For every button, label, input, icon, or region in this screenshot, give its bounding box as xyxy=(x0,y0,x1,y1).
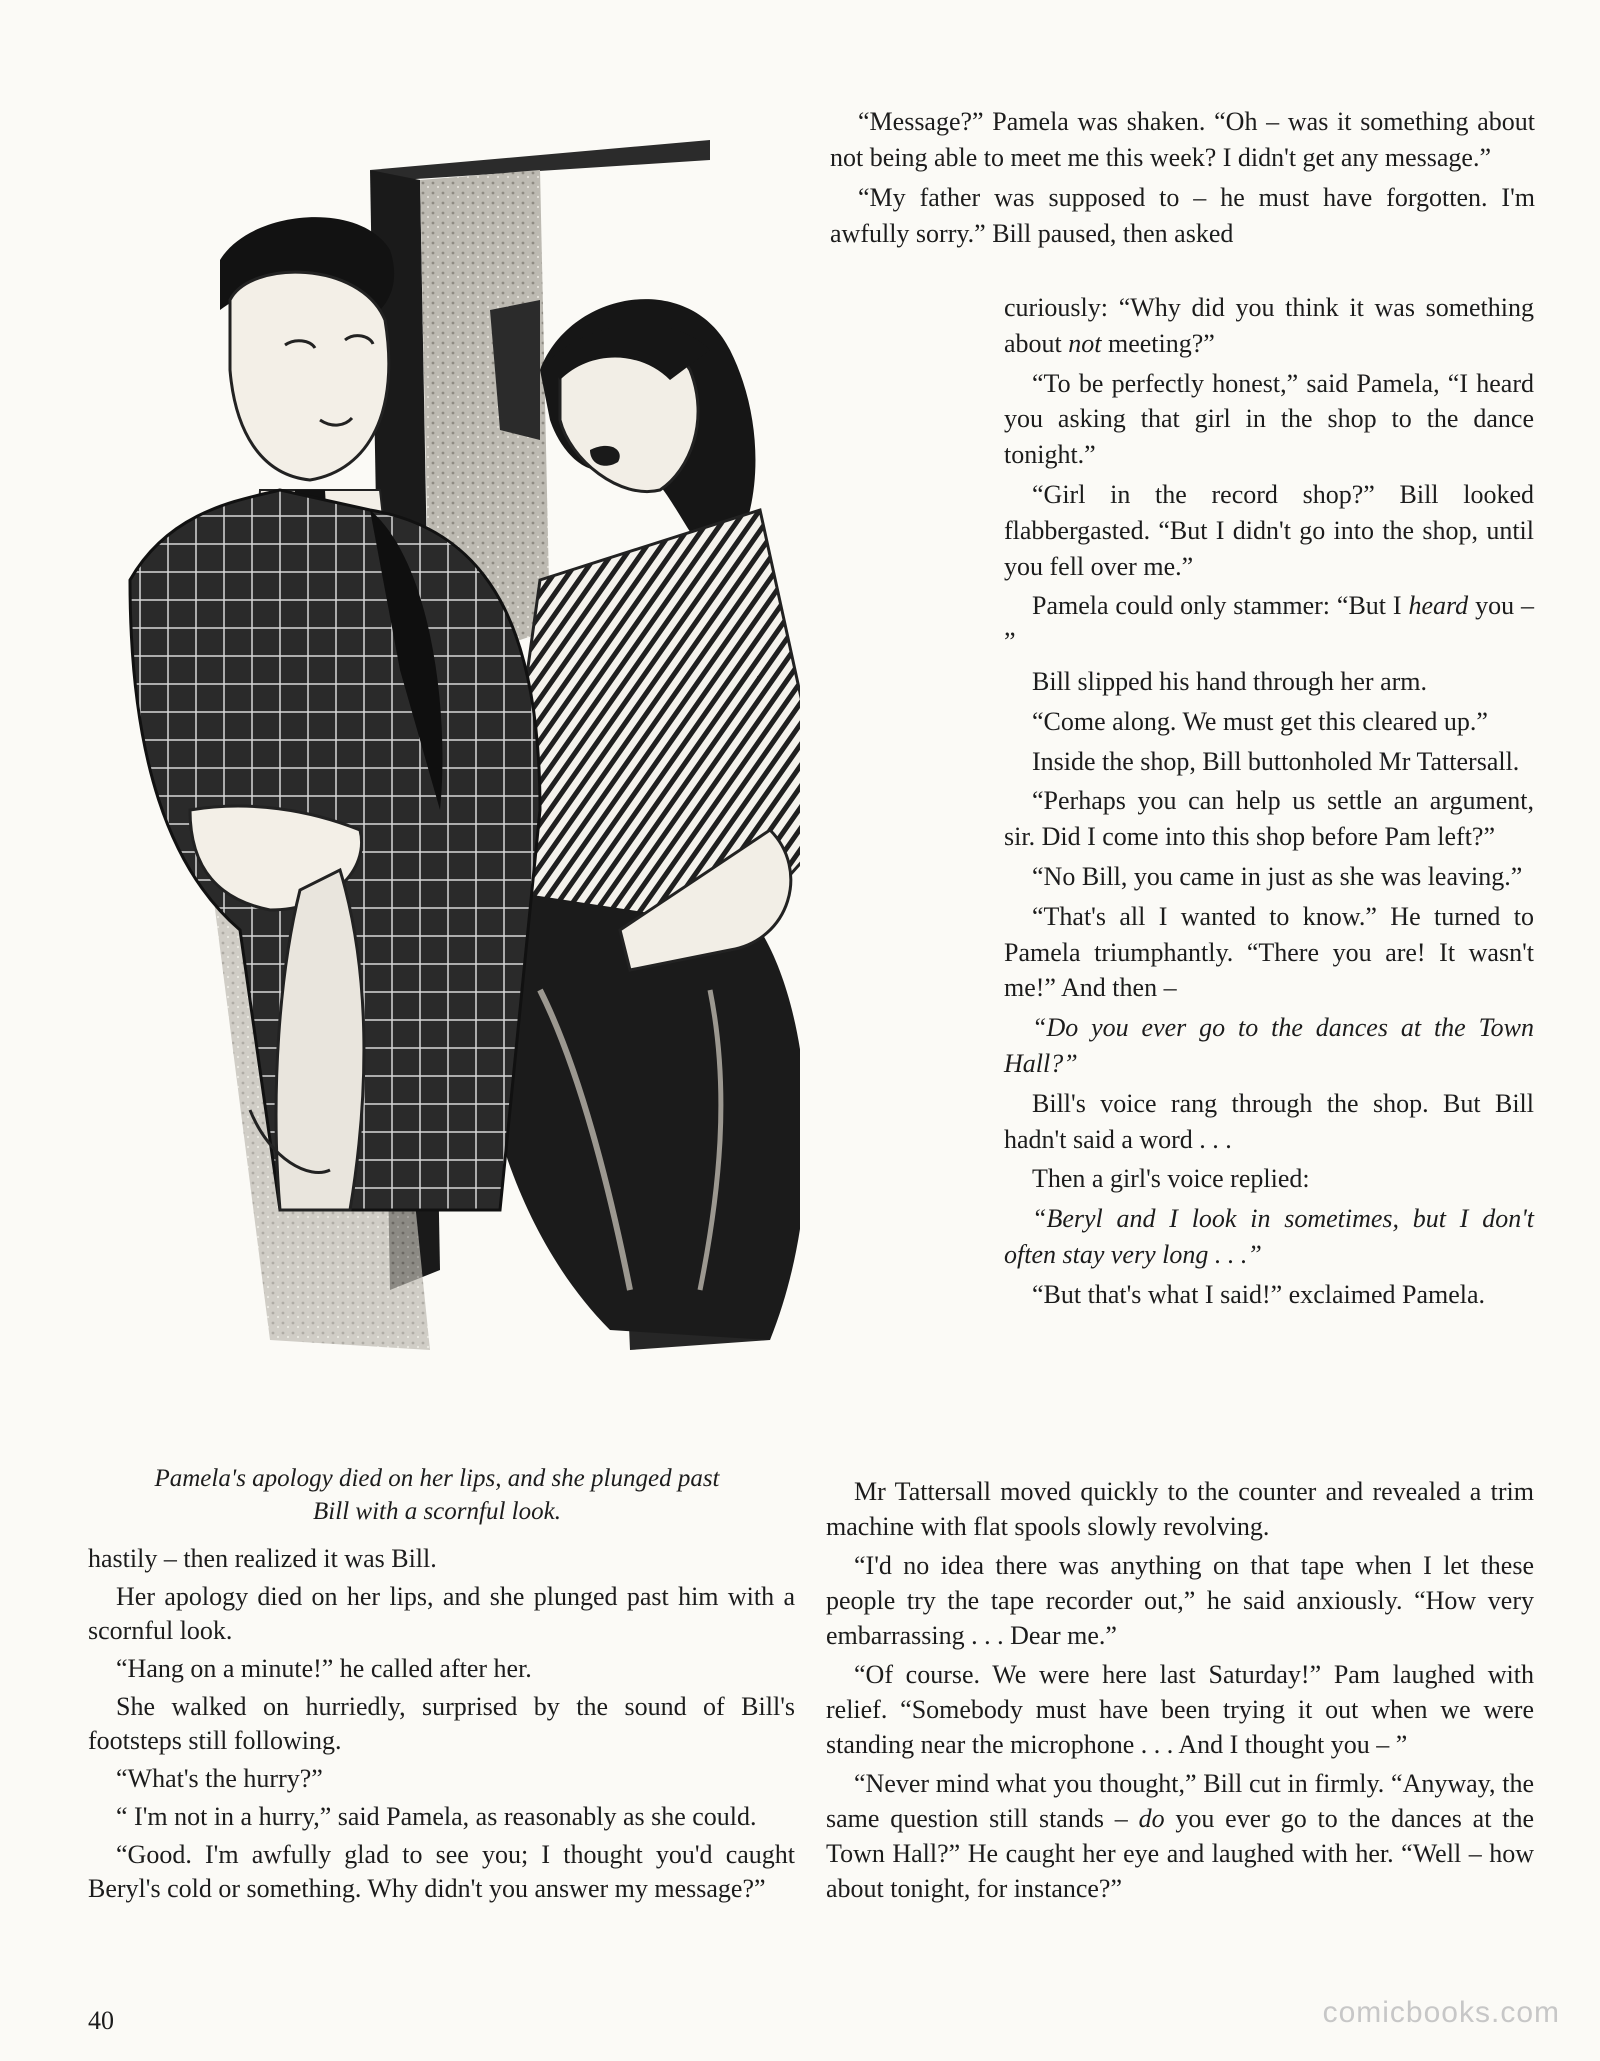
paragraph: “But that's what I said!” exclaimed Pamela. xyxy=(1032,1279,1486,1309)
paragraph: “Of course. We were here last Saturday!” Pam laughed with relief. “Somebody must have been trying it out when we were standing near the microphone . . . And I thought you – ” xyxy=(826,1660,1534,1759)
paragraph: “ I'm not in a hurry,” said Pamela, as reasonably as she could. xyxy=(116,1802,757,1831)
emphasis: heard xyxy=(1408,591,1469,621)
right-column-top-text xyxy=(830,104,1535,256)
paragraph: hastily – then realized it was Bill. xyxy=(88,1544,437,1573)
paragraph: She walked on hurriedly, surprised by the sound of Bill's footsteps still following. xyxy=(88,1692,795,1755)
emphasis: not xyxy=(1068,328,1102,358)
text-run: curiously: “Why did you think it was something about xyxy=(1004,293,1534,358)
watermark: comicbooks.com xyxy=(1322,1996,1560,2029)
emphasis: do xyxy=(1138,1804,1165,1833)
right-column-narrow-text xyxy=(1004,290,1534,1317)
paragraph: Mr Tattersall moved quickly to the counter and revealed a trim machine with flat spools slowly revolving. xyxy=(826,1477,1534,1541)
caption-line-1: Pamela's apology died on her lips, and she plunged past xyxy=(154,1465,720,1492)
text-run: meeting?” xyxy=(1101,328,1215,358)
paragraph: “To be perfectly honest,” said Pamela, “I heard you asking that girl in the shop to the dance tonight.” xyxy=(1004,368,1534,470)
paragraph: Bill's voice rang through the shop. But Bill hadn't said a word . . . xyxy=(1004,1088,1534,1154)
paragraph: “Perhaps you can help us settle an argument, sir. Did I come into this shop before Pam left?” xyxy=(1004,786,1534,852)
text-run: you ever go to the dances at the Town Hall?” He caught her eye and laughed with her. “Well – how about tonight, for instance?” xyxy=(826,1804,1534,1903)
caption-line-2: Bill with a scornful look. xyxy=(313,1498,561,1525)
paragraph: “Hang on a minute!” he called after her. xyxy=(116,1654,532,1683)
paragraph: “I'd no idea there was anything on that tape when I let these people try the tape recorder out,” he said anxiously. “How very embarrassing . . . Dear me.” xyxy=(826,1551,1534,1650)
paragraph: Bill slipped his hand through her arm. xyxy=(1032,666,1428,696)
page-number: 40 xyxy=(88,2006,114,2035)
paragraph: “Message?” Pamela was shaken. “Oh – was it something about not being able to meet me this week? I didn't get any message.” xyxy=(830,107,1535,172)
right-column-bottom-text xyxy=(826,1474,1534,1910)
paragraph: “No Bill, you came in just as she was leaving.” xyxy=(1032,861,1523,891)
text-run: Pamela could only stammer: “But I xyxy=(1032,591,1409,621)
paragraph: “My father was supposed to – he must have forgotten. I'm awfully sorry.” Bill paused, then asked xyxy=(830,183,1535,248)
paragraph: “What's the hurry?” xyxy=(116,1764,323,1793)
paragraph: “Beryl and I look in sometimes, but I don't often stay very long . . .” xyxy=(1004,1204,1534,1269)
paragraph: Then a girl's voice replied: xyxy=(1032,1164,1310,1194)
paragraph: Her apology died on her lips, and she plunged past him with a scornful look. xyxy=(88,1582,795,1645)
illustration-caption xyxy=(72,1462,802,1528)
paragraph: “That's all I wanted to know.” He turned to Pamela triumphantly. “There you are! It wasn't me!” And then – xyxy=(1004,901,1534,1003)
paragraph xyxy=(826,1766,1534,1906)
paragraph xyxy=(1004,588,1534,660)
story-illustration xyxy=(70,110,800,1425)
text-run: you – ” xyxy=(1004,591,1535,657)
paragraph: Inside the shop, Bill buttonholed Mr Tattersall. xyxy=(1032,746,1520,776)
paragraph xyxy=(1004,290,1534,362)
left-column-text xyxy=(88,1542,795,1910)
paragraph: “Come along. We must get this cleared up.” xyxy=(1032,706,1488,736)
paragraph: “Girl in the record shop?” Bill looked flabbergasted. “But I didn't go into the shop, until you fell over me.” xyxy=(1004,479,1534,581)
text-run: “Never mind what you thought,” Bill cut in firmly. “Anyway, the same question still stands – xyxy=(826,1769,1534,1833)
paragraph: “Good. I'm awfully glad to see you; I thought you'd caught Beryl's cold or something. Why didn't you answer my message?” xyxy=(88,1840,795,1903)
paragraph: “Do you ever go to the dances at the Town Hall?” xyxy=(1004,1013,1534,1078)
